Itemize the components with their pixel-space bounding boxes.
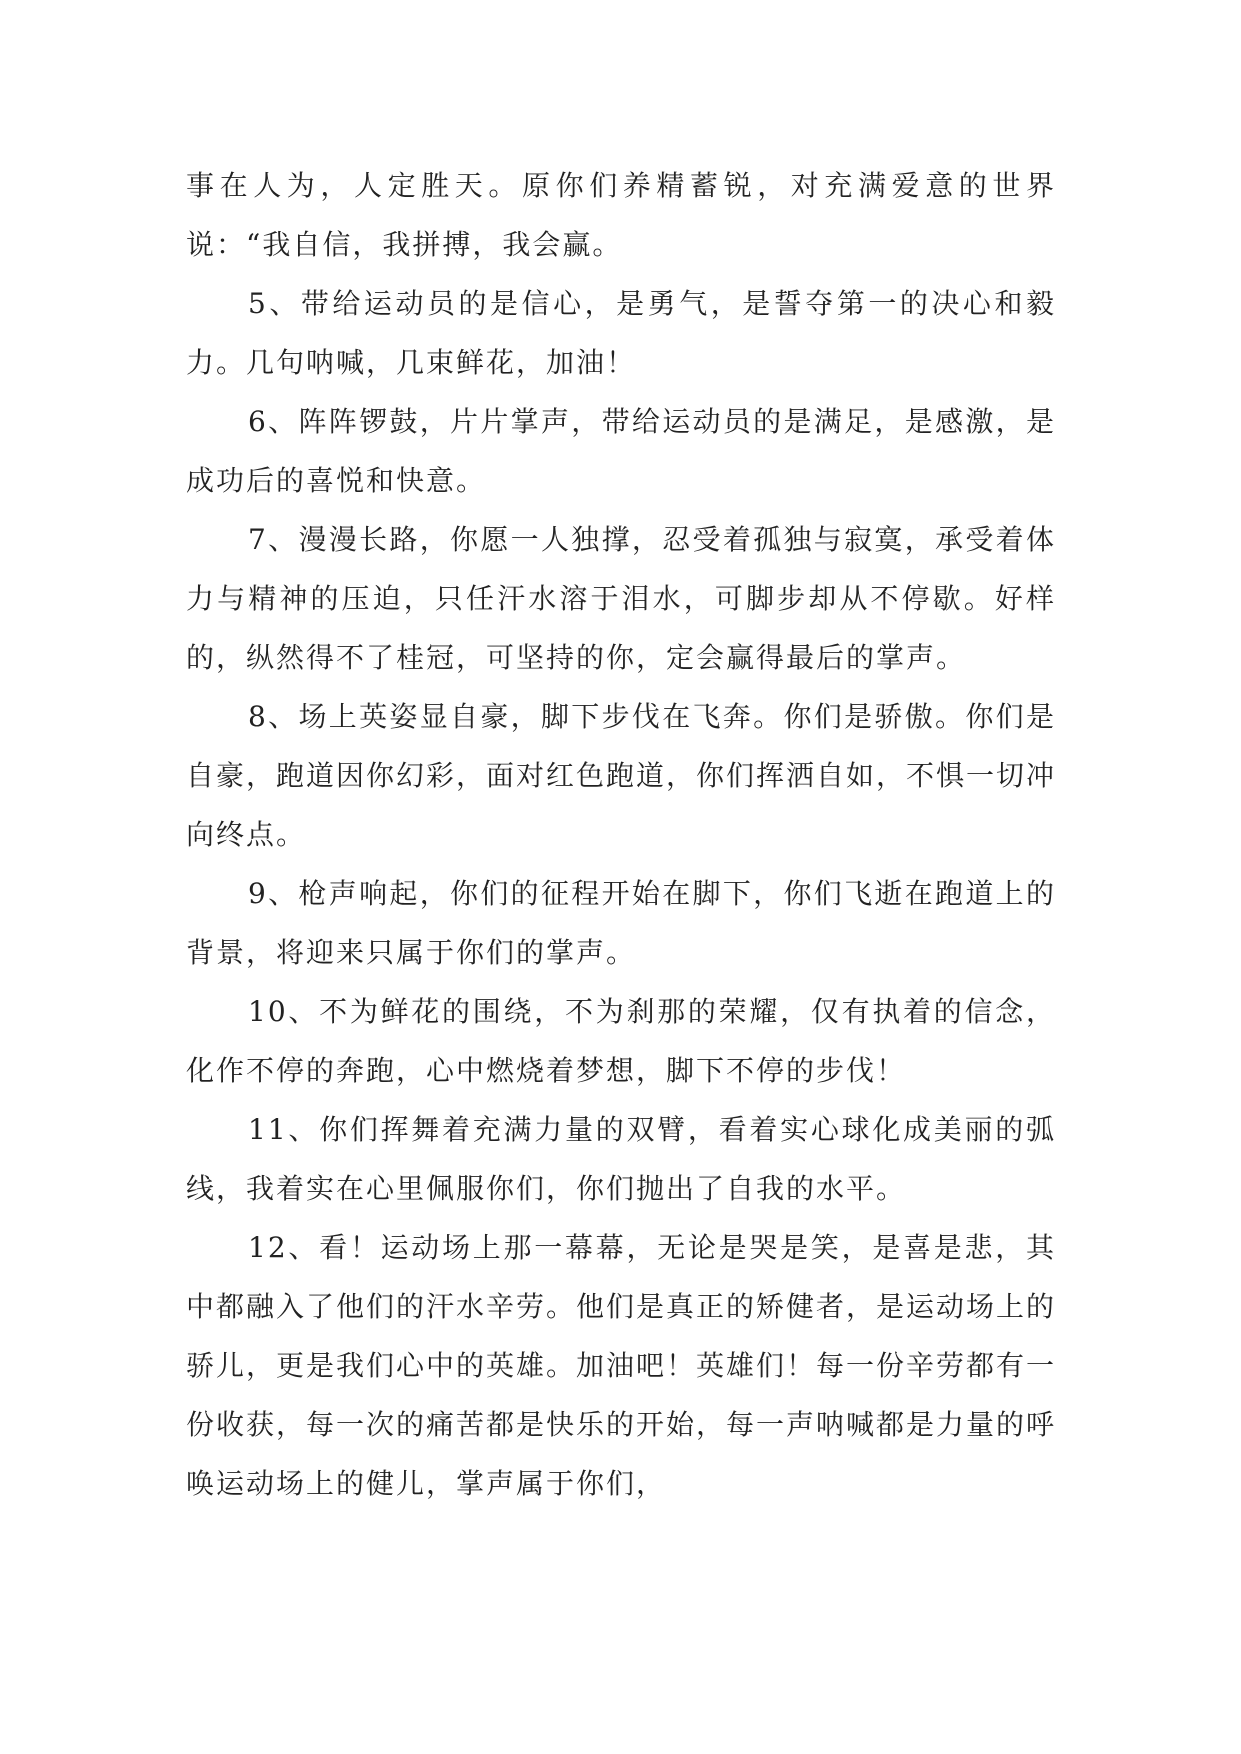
- document-body: [186, 156, 1056, 1513]
- paragraph-intro-continuation: 事在人为，人定胜天。原你们养精蓄锐，对充满爱意的世界说：“我自信，我拼搏，我会赢。: [186, 169, 1056, 261]
- paragraph-item-8: 8、场上英姿显自豪，脚下步伐在飞奔。你们是骄傲。你们是自豪，跑道因你幻彩，面对红色跑道，你们挥洒自如，不惧一切冲向终点。: [186, 700, 1057, 851]
- paragraph-item-12: 12、看！运动场上那一幕幕，无论是哭是笑，是喜是悲，其中都融入了他们的汗水辛劳。他们是真正的矫健者，是运动场上的骄儿，更是我们心中的英雄。加油吧！英雄们！每一份辛劳都有一份收获，每一次的痛苦都是快乐的开始，每一声呐喊都是力量的呼唤运动场上的健儿，掌声属于你们，: [186, 1231, 1057, 1500]
- paragraph-item-6: 6、阵阵锣鼓，片片掌声，带给运动员的是满足，是感激，是成功后的喜悦和快意。: [186, 405, 1056, 497]
- paragraph-item-7: 7、漫漫长路，你愿一人独撑，忍受着孤独与寂寞，承受着体力与精神的压迫，只任汗水溶于泪水，可脚步却从不停歇。好样的，纵然得不了桂冠，可坚持的你，定会赢得最后的掌声。: [186, 523, 1056, 674]
- paragraph-item-5: 5、带给运动员的是信心，是勇气，是誓夺第一的决心和毅力。几句呐喊，几束鲜花，加油！: [186, 287, 1056, 379]
- paragraph-item-9: 9、枪声响起，你们的征程开始在脚下，你们飞逝在跑道上的背景，将迎来只属于你们的掌声。: [186, 877, 1056, 969]
- paragraph-item-11: 11、你们挥舞着充满力量的双臂，看着实心球化成美丽的弧线，我着实在心里佩服你们，你们抛出了自我的水平。: [186, 1113, 1056, 1205]
- paragraph-item-10: 10、不为鲜花的围绕，不为刹那的荣耀，仅有执着的信念，化作不停的奔跑，心中燃烧着梦想，脚下不停的步伐！: [186, 995, 1056, 1087]
